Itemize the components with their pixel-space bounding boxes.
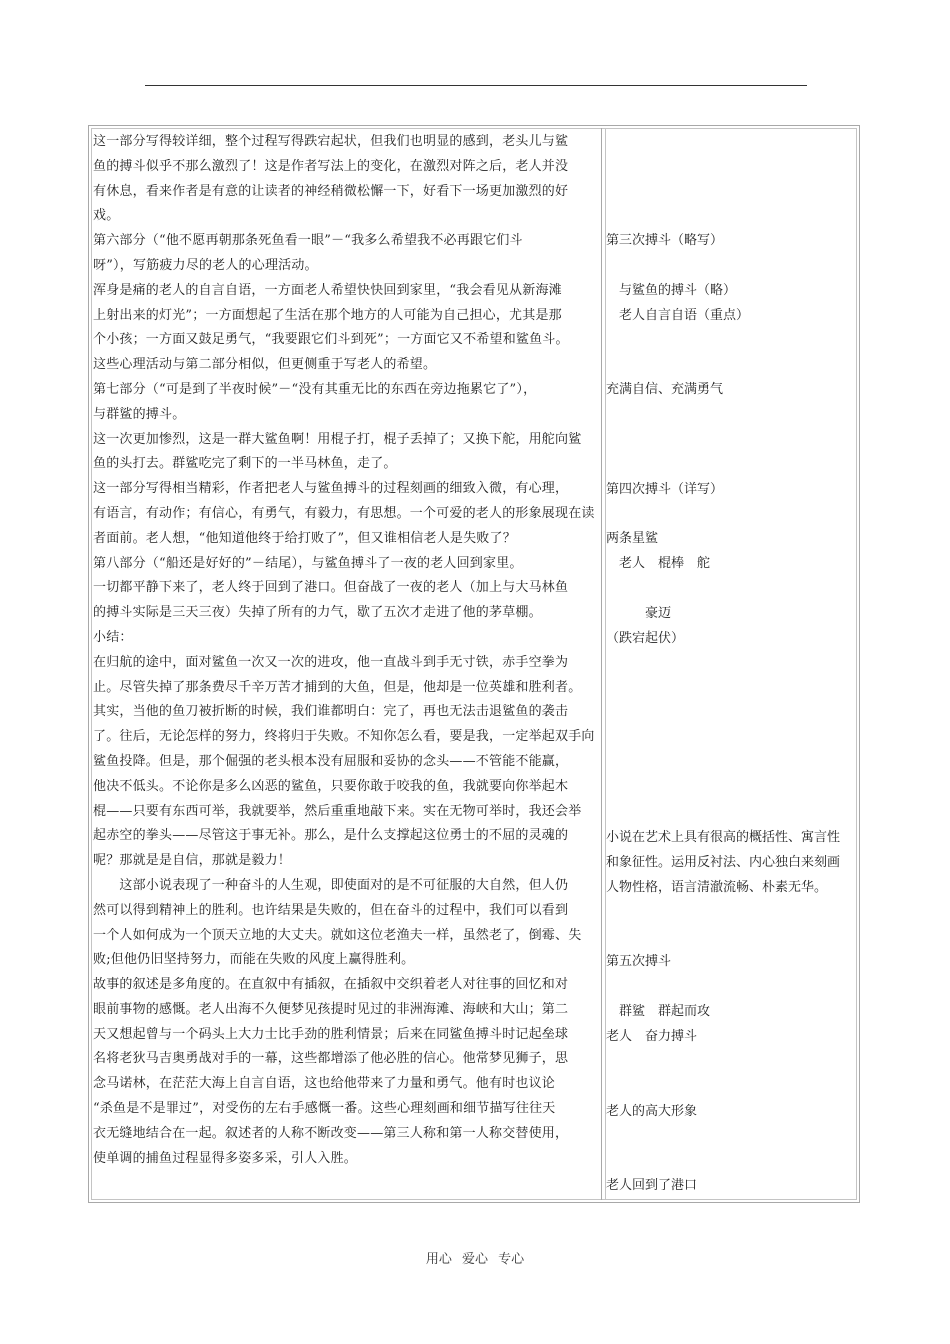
text-line: 棍——只要有东西可举，我就要举，然后重重地敲下来。实在无物可举时，我还会举 <box>93 803 582 819</box>
note-line: 老人自言自语（重点） <box>606 308 750 323</box>
note-line: 充满自信、充满勇气 <box>606 382 724 397</box>
text-line: 衣无缝地结合在一起。叙述者的人称不断改变——第三人称和第一人称交替使用， <box>93 1125 569 1141</box>
text-line: “杀鱼是不是罪过”，对受伤的左右手感慨一番。这些心理刻画和细节描写往往天 <box>93 1101 556 1117</box>
note-line: 群鲨 群起而攻 <box>606 1004 711 1019</box>
note-line: 和象征性。运用反衬法、内心独白来刻画 <box>606 855 841 870</box>
text-line: 这一部分写得较详细，整个过程写得跌宕起状，但我们也明显的感到，老头儿与鲨 <box>93 134 569 149</box>
text-line: 他决不低头。不论你是多么凶恶的鲨鱼，只要你敢于咬我的鱼，我就要向你举起木 <box>93 778 569 794</box>
main-text-column <box>93 130 599 1171</box>
note-line: （跌宕起伏） <box>606 631 685 646</box>
note-line: 老人的高大形象 <box>606 1104 698 1119</box>
text-line: 念马诺林，在茫茫大海上自言自语，这也给他带来了力量和勇气。他有时也议论 <box>93 1076 556 1092</box>
text-line: 第六部分（“他不愿再朝那条死鱼看一眼”－“我多么希望我不必再跟它们斗 <box>93 233 523 249</box>
text-line: 败;但他仍旧坚持努力，而能在失败的风度上赢得胜利。 <box>93 952 415 968</box>
text-line: 一个人如何成为一个顶天立地的大丈夫。就如这位老渔夫一样，虽然老了，倒霉、失 <box>93 927 582 943</box>
text-line: 与群鲨的搏斗。 <box>93 406 186 422</box>
text-line: 个小孩；一方面又鼓足勇气，“我要跟它们斗到死”；一方面它又不希望和鲨鱼斗。 <box>93 332 569 348</box>
text-line: 鱼的搏斗似乎不那么激烈了！这是作者写法上的变化，在激烈对阵之后，老人并没 <box>93 158 569 174</box>
text-line: 使单调的捕鱼过程显得多姿多采，引人入胜。 <box>93 1150 358 1166</box>
content-table <box>88 125 860 1203</box>
note-line: 小说在艺术上具有很高的概括性、寓言性 <box>606 830 841 845</box>
note-line: 老人回到了港口 <box>606 1178 698 1193</box>
text-line: 起赤空的拳头——尽管这于事无补。那么，是什么支撑起这位勇士的不屈的灵魂的 <box>93 828 569 844</box>
note-line: 两条星鲨 <box>606 531 659 546</box>
text-line: 有休息，看来作者是有意的让读者的神经稍微松懈一下，好看下一场更加激烈的好 <box>93 183 569 199</box>
note-line: 第三次搏斗（略写） <box>606 233 724 248</box>
text-line: 这些心理活动与第二部分相似，但更侧重于写老人的希望。 <box>93 357 437 373</box>
text-line: 这部小说表现了一种奋斗的人生观，即使面对的是不可征服的大自然，但人仍 <box>93 877 569 893</box>
text-line: 戏。 <box>93 208 120 224</box>
text-line: 浑身是痛的老人的自言自语，一方面老人希望快快回到家里，“我会看见从新海滩 <box>93 282 562 298</box>
text-line: 鲨鱼投降。但是，那个倔强的老头根本没有屈服和妥协的念头——不管能不能赢， <box>93 753 569 769</box>
note-line: 老人 奋力搏斗 <box>606 1029 698 1044</box>
note-line: 与鲨鱼的搏斗（略） <box>606 283 737 298</box>
text-line: 其实，当他的鱼刀被折断的时候，我们谁都明白：完了，再也无法击退鲨鱼的袭击 <box>93 704 569 720</box>
text-line: 名将老狄马吉奥勇战对手的一幕，这些都增添了他必胜的信心。他常梦见狮子，思 <box>93 1051 569 1067</box>
text-line: 上射出来的灯光”；一方面想起了生活在那个地方的人可能为自己担心，尤其是那 <box>93 307 562 323</box>
text-line: 这一部分写得相当精彩，作者把老人与鲨鱼搏斗的过程刻画的细致入微，有心理， <box>93 481 569 497</box>
text-line: 呢？那就是是自信，那就是毅力！ <box>93 853 292 869</box>
column-divider <box>601 128 602 1200</box>
note-line: 第五次搏斗 <box>606 954 672 969</box>
note-line: 第四次搏斗（详写） <box>606 482 724 497</box>
text-line: 者面前。老人想，“他知道他终于给打败了”，但又谁相信老人是失败了？ <box>93 530 516 546</box>
text-line: 的搏斗实际是三天三夜）失掉了所有的力气，歇了五次才走进了他的茅草棚。 <box>93 605 542 621</box>
text-line: 止。尽管失掉了那条费尽千辛万苦才捕到的大鱼，但是，他却是一位英雄和胜利者。 <box>93 679 582 695</box>
text-line: 在归航的途中，面对鲨鱼一次又一次的进攻，他一直战斗到手无寸铁，赤手空拳为 <box>93 654 569 670</box>
text-line: 小结： <box>93 629 133 645</box>
text-line: 鱼的头打去。群鲨吃完了剩下的一半马林鱼，走了。 <box>93 456 397 472</box>
note-line: 老人 棍棒 舵 <box>606 556 711 571</box>
text-line: 第八部分（“船还是好好的”－结尾），与鲨鱼搏斗了一夜的老人回到家里。 <box>93 555 523 571</box>
text-line: 眼前事物的感慨。老人出海不久便梦见孩提时见过的非洲海滩、海峡和大山；第二 <box>93 1001 569 1017</box>
text-line: 这一次更加惨烈，这是一群大鲨鱼啊！用棍子打，棍子丢掉了；又换下舵，用舵向鲨 <box>93 431 582 447</box>
text-line: 有语言，有动作；有信心，有勇气，有毅力，有思想。一个可爱的老人的形象展现在读 <box>93 505 595 521</box>
text-line: 然可以得到精神上的胜利。也许结果是失败的，但在奋斗的过程中，我们可以看到 <box>93 902 569 918</box>
text-line: 呀”），写筋疲力尽的老人的心理活动。 <box>93 257 318 273</box>
page-footer: 用心 爱心 专心 <box>425 1252 525 1267</box>
text-line: 了。往后，无论怎样的努力，终将归于失败。不知你怎么看，要是我，一定举起双手向 <box>93 729 595 745</box>
header-rule <box>145 85 807 86</box>
text-line: 一切都平静下来了，老人终于回到了港口。但奋战了一夜的老人（加上与大马林鱼 <box>93 580 569 596</box>
note-line: 人物性格，语言清澈流畅、朴素无华。 <box>606 880 828 895</box>
text-line: 天又想起曾与一个码头上大力士比手劲的胜利情景；后来在同鲨鱼搏斗时记起垒球 <box>93 1026 569 1042</box>
note-line: 豪迈 <box>606 606 672 621</box>
text-line: 第七部分（“可是到了半夜时候”－“没有其重无比的东西在旁边拖累它了”）， <box>93 381 537 397</box>
text-line: 故事的叙述是多角度的。在直叙中有插叙，在插叙中交织着老人对往事的回忆和对 <box>93 977 569 993</box>
